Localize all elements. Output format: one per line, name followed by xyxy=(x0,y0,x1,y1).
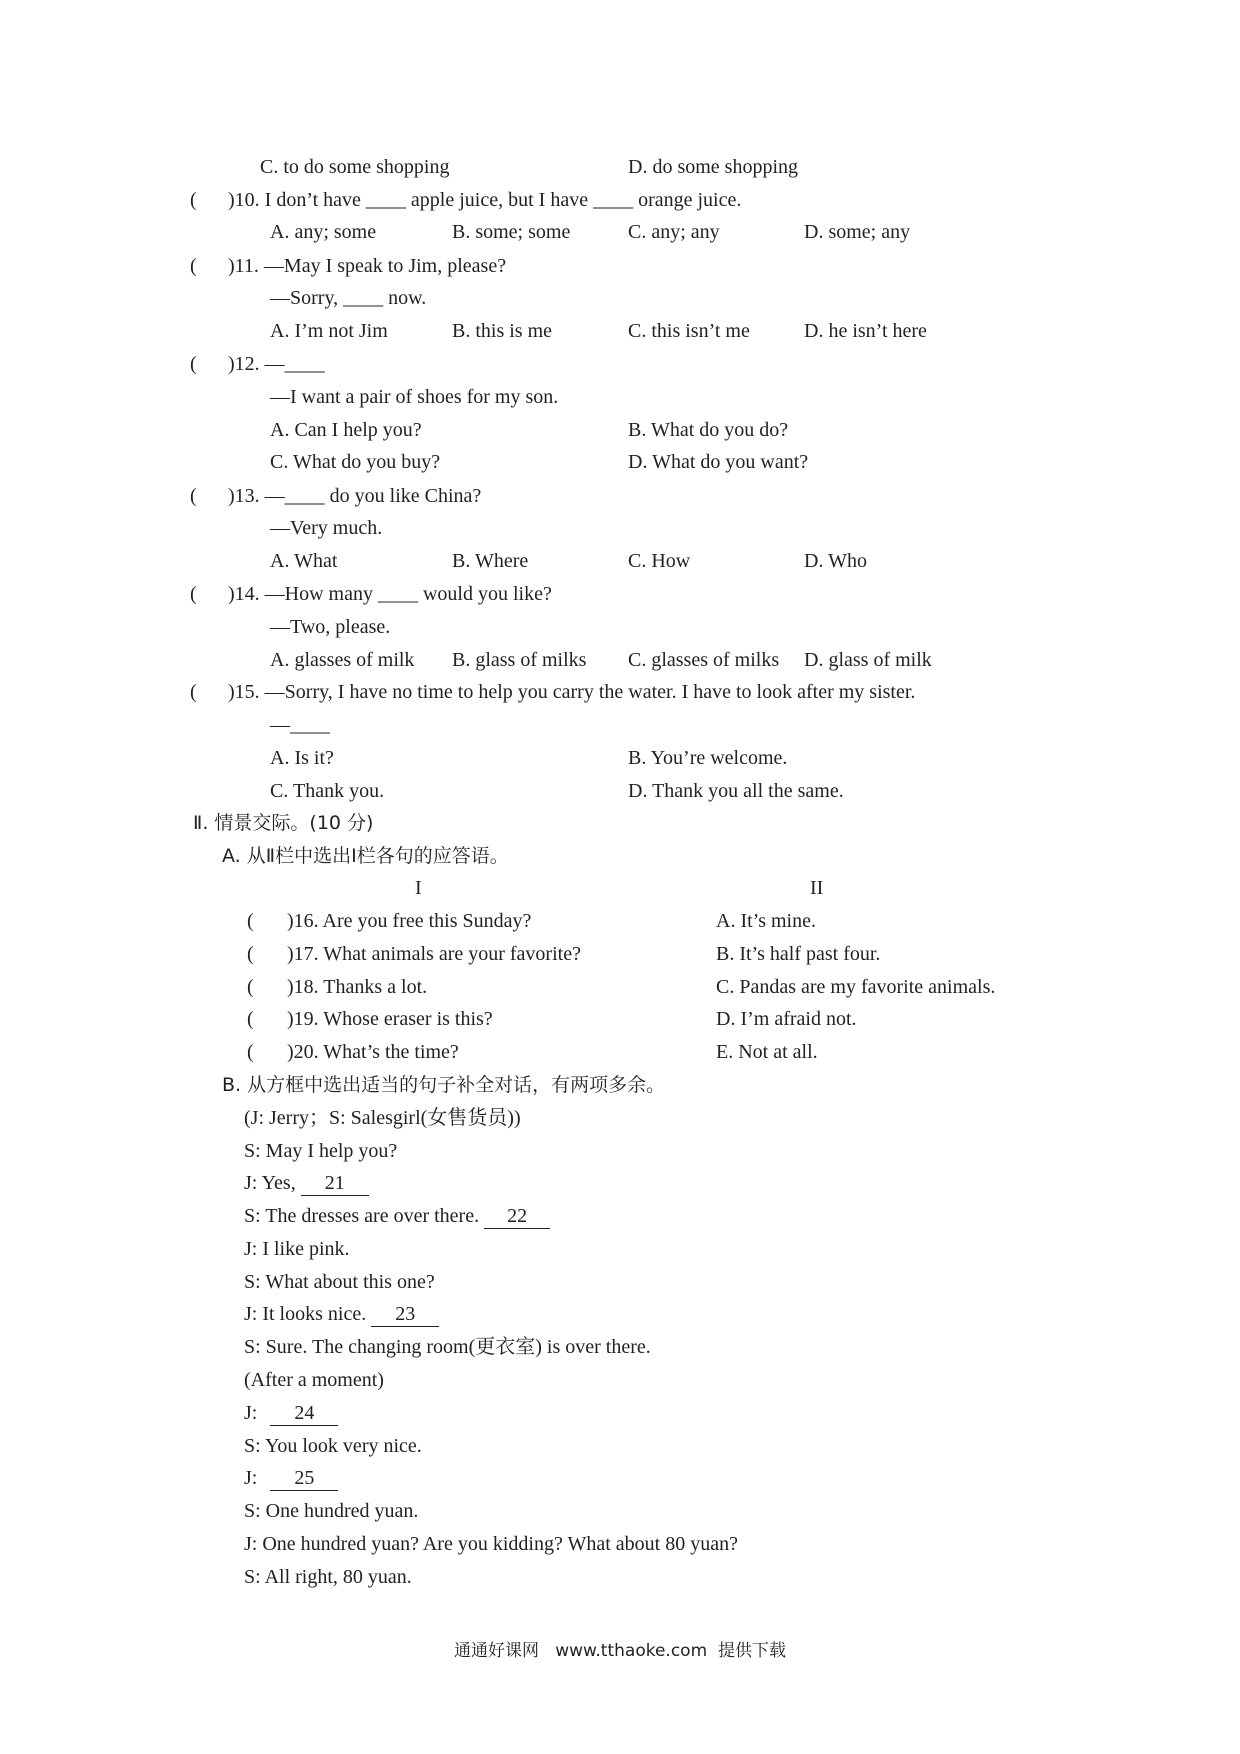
q11-option-d: D. he isn’t here xyxy=(804,320,927,342)
answer-blank-25[interactable]: 25 xyxy=(270,1466,338,1491)
item-20: )20. What’s the time? xyxy=(287,1041,459,1063)
item-17: )17. What animals are your favorite? xyxy=(287,943,581,965)
q9-option-d: D. do some shopping xyxy=(628,156,798,178)
q12-option-c: C. What do you buy? xyxy=(270,451,441,473)
q13-option-a: A. What xyxy=(270,550,338,572)
q10-paren: ( xyxy=(190,189,197,211)
item-17-paren: ( xyxy=(247,943,254,965)
q14-option-c: C. glasses of milks xyxy=(628,649,780,671)
dialogue-line: J: Yes, 21 xyxy=(244,1171,369,1196)
q11-option-a: A. I’m not Jim xyxy=(270,320,388,342)
q13-option-b: B. Where xyxy=(452,550,529,572)
q13-paren: ( xyxy=(190,485,197,507)
answer-b: B. It’s half past four. xyxy=(716,943,881,965)
dialogue-line: J: 24 xyxy=(244,1401,338,1426)
q14-option-b: B. glass of milks xyxy=(452,649,587,671)
dialogue-line: S: Sure. The changing room(更衣室) is over there. xyxy=(244,1336,651,1358)
q13-stem: )13. —____ do you like China? xyxy=(228,485,482,507)
q14-stem: )14. —How many ____ would you like? xyxy=(228,583,552,605)
column-1-header: I xyxy=(415,877,422,899)
column-2-header: II xyxy=(810,877,824,899)
answer-blank-24[interactable]: 24 xyxy=(270,1401,338,1426)
answer-c: C. Pandas are my favorite animals. xyxy=(716,976,996,998)
q11-option-b: B. this is me xyxy=(452,320,553,342)
q11-paren: ( xyxy=(190,255,197,277)
dialogue-line: J: 25 xyxy=(244,1466,338,1491)
q11-stem: )11. —May I speak to Jim, please? xyxy=(228,255,507,277)
dialogue-line: S: One hundred yuan. xyxy=(244,1500,419,1522)
dialogue-line: S: All right, 80 yuan. xyxy=(244,1566,412,1588)
item-19-paren: ( xyxy=(247,1008,254,1030)
dialogue-line: S: You look very nice. xyxy=(244,1435,422,1457)
answer-a: A. It’s mine. xyxy=(716,910,816,932)
part-b-instruction: B. 从方框中选出适当的句子补全对话，有两项多余。 xyxy=(222,1074,666,1096)
q12-option-d: D. What do you want? xyxy=(628,451,809,473)
q14-option-a: A. glasses of milk xyxy=(270,649,415,671)
q10-option-c: C. any; any xyxy=(628,221,720,243)
q15-option-b: B. You’re welcome. xyxy=(628,747,788,769)
dialogue-line: S: May I help you? xyxy=(244,1140,398,1162)
q14-paren: ( xyxy=(190,583,197,605)
part-a-instruction: A. 从Ⅱ栏中选出Ⅰ栏各句的应答语。 xyxy=(222,845,509,867)
q15-reply: —____ xyxy=(270,714,330,736)
q13-option-d: D. Who xyxy=(804,550,867,572)
q12-paren: ( xyxy=(190,353,197,375)
q10-option-d: D. some; any xyxy=(804,221,911,243)
q9-option-c: C. to do some shopping xyxy=(260,156,450,178)
item-18-paren: ( xyxy=(247,976,254,998)
dialogue-line: (After a moment) xyxy=(244,1369,384,1391)
q12-option-a: A. Can I help you? xyxy=(270,419,422,441)
q15-stem: )15. —Sorry, I have no time to help you carry the water. I have to look after my sister. xyxy=(228,681,916,703)
item-20-paren: ( xyxy=(247,1041,254,1063)
item-16-paren: ( xyxy=(247,910,254,932)
q11-option-c: C. this isn’t me xyxy=(628,320,750,342)
dialogue-line: J: It looks nice. 23 xyxy=(244,1302,439,1327)
dialogue-line: J: I like pink. xyxy=(244,1238,350,1260)
q15-paren: ( xyxy=(190,681,197,703)
q12-reply: —I want a pair of shoes for my son. xyxy=(270,386,559,408)
q15-option-c: C. Thank you. xyxy=(270,780,385,802)
q10-option-a: A. any; some xyxy=(270,221,377,243)
q13-option-c: C. How xyxy=(628,550,691,572)
page-footer: 通通好课网 www.tthaoke.com 提供下载 xyxy=(454,1641,786,1661)
q15-option-d: D. Thank you all the same. xyxy=(628,780,844,802)
q11-reply: —Sorry, ____ now. xyxy=(270,287,427,309)
q12-stem: )12. —____ xyxy=(228,353,325,375)
answer-e: E. Not at all. xyxy=(716,1041,818,1063)
q15-option-a: A. Is it? xyxy=(270,747,334,769)
q10-stem: )10. I don’t have ____ apple juice, but I have ____ orange juice. xyxy=(228,189,742,211)
section-2-title: Ⅱ. 情景交际。(10 分) xyxy=(193,812,374,834)
dialogue-line: J: One hundred yuan? Are you kidding? What about 80 yuan? xyxy=(244,1533,738,1555)
answer-d: D. I’m afraid not. xyxy=(716,1008,857,1030)
q10-option-b: B. some; some xyxy=(452,221,571,243)
q12-option-b: B. What do you do? xyxy=(628,419,789,441)
item-19: )19. Whose eraser is this? xyxy=(287,1008,493,1030)
item-16: )16. Are you free this Sunday? xyxy=(287,910,532,932)
answer-blank-22[interactable]: 22 xyxy=(484,1204,550,1229)
q14-option-d: D. glass of milk xyxy=(804,649,932,671)
dialogue-roles: (J: Jerry；S: Salesgirl(女售货员)) xyxy=(244,1107,521,1129)
dialogue-line: S: The dresses are over there. 22 xyxy=(244,1204,550,1229)
item-18: )18. Thanks a lot. xyxy=(287,976,428,998)
answer-blank-23[interactable]: 23 xyxy=(371,1302,439,1327)
dialogue-line: S: What about this one? xyxy=(244,1271,435,1293)
answer-blank-21[interactable]: 21 xyxy=(301,1171,369,1196)
q14-reply: —Two, please. xyxy=(270,616,391,638)
q13-reply: —Very much. xyxy=(270,517,383,539)
